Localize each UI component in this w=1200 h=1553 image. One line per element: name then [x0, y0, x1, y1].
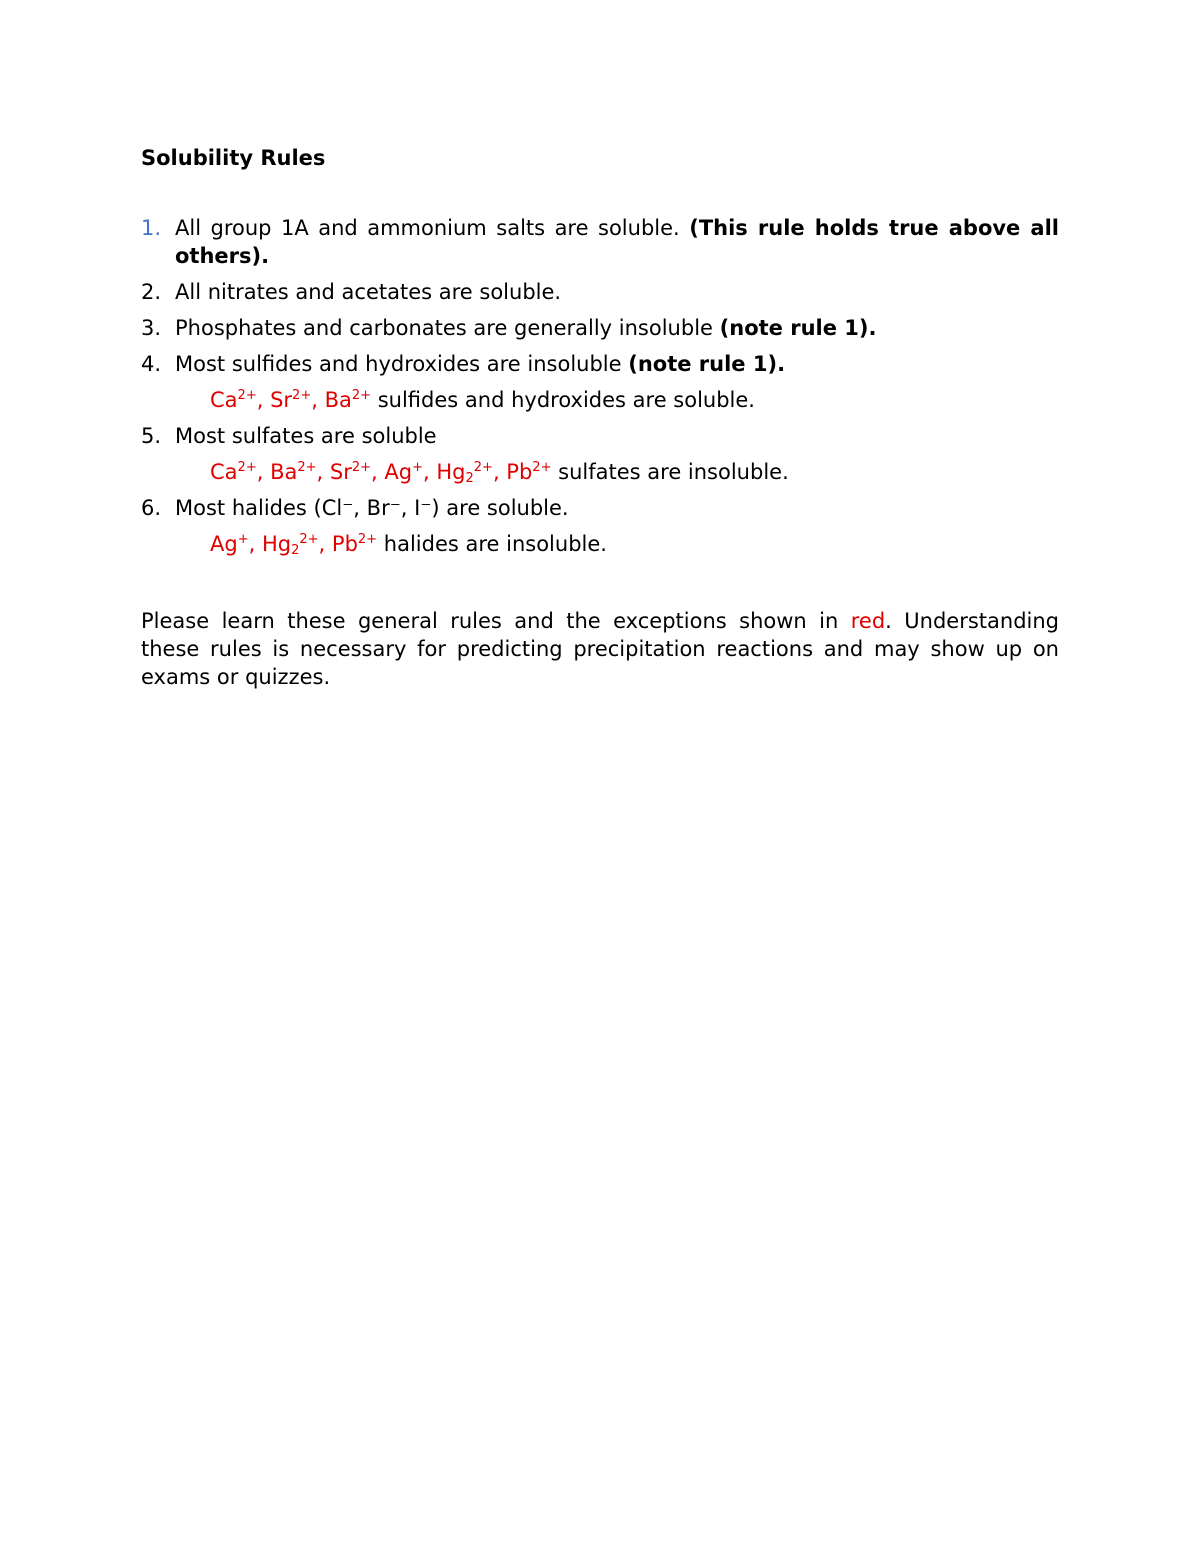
- rule-number: 6.: [141, 496, 162, 520]
- rule-text: Most halides (Cl⁻, Br⁻, I⁻) are soluble.: [175, 496, 569, 520]
- rule-5: [141, 422, 1059, 486]
- rule-number: 5.: [141, 424, 162, 448]
- rule-5-exceptions: [210, 458, 1059, 486]
- note-text-end: . Understanding these rules is necessary for predicting precipitation reactions and may show up on exams or quizzes.: [141, 609, 1060, 689]
- rule-number: 1.: [141, 216, 162, 240]
- rules-list: [141, 214, 1059, 566]
- rule-6-exceptions: [210, 530, 1059, 558]
- rule-note: (This rule holds true above all others).: [175, 216, 1059, 268]
- rule-text: Most sulfates are soluble: [175, 424, 437, 448]
- rule-text: All group 1A and ammonium salts are soluble.: [175, 216, 690, 240]
- rule-text: Most sulfides and hydroxides are insoluble: [175, 352, 629, 376]
- rule-number: 4.: [141, 352, 162, 376]
- closing-note: [141, 607, 1059, 691]
- rule-note: (note rule 1).: [719, 316, 877, 340]
- exception-ions: Ag+, $Hg_2^{2+}$, $Pb^{2+}$: [210, 532, 378, 558]
- note-red-word: red: [850, 609, 886, 633]
- rule-4-exceptions: [210, 386, 1059, 414]
- exception-ions: $Ca^{2+}$, $Sr^{2+}$, $Ba^{2+}$: [210, 388, 372, 412]
- document-title: Solubility Rules: [141, 146, 326, 170]
- rule-2: [141, 278, 1059, 306]
- exception-text: sulfates are insoluble.: [558, 460, 789, 484]
- rule-text: All nitrates and acetates are soluble.: [175, 280, 562, 304]
- rule-4: [141, 350, 1059, 414]
- note-text-start: Please learn these general rules and the exceptions shown in: [141, 609, 851, 633]
- rule-number: 3.: [141, 316, 162, 340]
- exception-text: sulfides and hydroxides are soluble.: [377, 388, 755, 412]
- exception-ions: $Ca^{2+}$, $Ba^{2+}$, $Sr^{2+}$, Ag+, $Hg_2^{2+}$, $Pb^{2+}$: [210, 460, 552, 486]
- rule-number: 2.: [141, 280, 162, 304]
- rule-3: [141, 314, 1059, 342]
- rule-text: Phosphates and carbonates are generally insoluble: [175, 316, 720, 340]
- exception-text: halides are insoluble.: [383, 532, 607, 556]
- rule-6: [141, 494, 1059, 558]
- rule-1: [141, 214, 1059, 270]
- rule-note: (note rule 1).: [628, 352, 786, 376]
